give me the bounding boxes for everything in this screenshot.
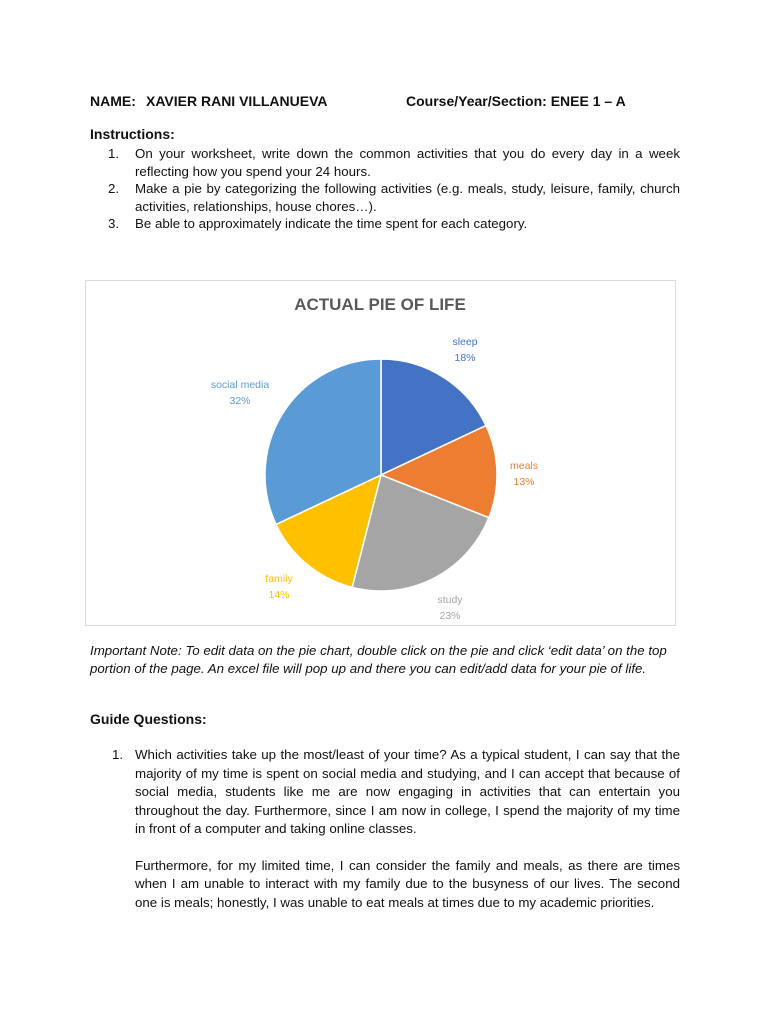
instructions-list <box>108 145 680 233</box>
slice-label: meals <box>509 460 539 472</box>
slice-label: study <box>437 594 463 606</box>
instruction-item <box>108 215 680 233</box>
guide-questions-heading: Guide Questions: <box>90 711 207 727</box>
instruction-text: Be able to approximately indicate the time spent for each category. <box>135 216 528 231</box>
answer-paragraph: Furthermore, for my limited time, I can consider the family and meals, as there are times when I am unable to interact with my family due to the busyness of our lives. The second one is meals; honestly, I was unable to eat meals at times due to my academic priorities. <box>135 857 680 910</box>
course-year-section: Course/Year/Section: ENEE 1 – A <box>406 93 626 109</box>
instruction-item <box>108 145 680 180</box>
instruction-text: On your worksheet, write down the common activities that you do every day in a week reflecting how you spend your 24 hours. <box>135 146 680 179</box>
slice-label: social media <box>210 379 270 391</box>
important-note: Important Note: To edit data on the pie chart, double click on the pie and click ‘edit data’ on the top portion of the page. An excel file will pop up and there you can edit/add data for your pie of life. <box>90 643 667 676</box>
slice-label: sleep <box>452 336 478 348</box>
instruction-number: 2. <box>108 181 120 196</box>
chart-title: ACTUAL PIE OF LIFE <box>294 295 466 314</box>
instructions-heading: Instructions: <box>90 126 175 142</box>
guide-question-item <box>112 746 680 912</box>
slice-percent: 13% <box>513 476 535 488</box>
guide-questions-list <box>112 746 680 930</box>
pie-chart[interactable] <box>85 280 676 626</box>
pie-chart-svg <box>86 281 675 625</box>
name-label: NAME: <box>90 93 136 109</box>
instruction-text: Make a pie by categorizing the following activities (e.g. meals, study, leisure, family, church activities, relationships, house chores…). <box>135 181 680 214</box>
instruction-item <box>108 180 680 215</box>
answer-paragraph: Which activities take up the most/least of your time? As a typical student, I can say that the majority of my time is spent on social media and studying, and I can accept that because of social media, students like me are now engaging in activities that can entertain you throughout the day. Furthermore, since I am now in college, I spend the majority of my time in front of a computer and taking online classes. <box>135 747 680 836</box>
instruction-number: 1. <box>108 146 120 161</box>
slice-percent: 18% <box>454 352 476 364</box>
slice-label: family <box>265 573 293 585</box>
slice-percent: 14% <box>268 589 290 601</box>
slice-percent: 32% <box>229 395 251 407</box>
student-name: XAVIER RANI VILLANUEVA <box>146 93 328 109</box>
slice-percent: 23% <box>439 610 461 622</box>
instruction-number: 3. <box>108 216 120 231</box>
guide-question-number: 1. <box>112 747 124 762</box>
pie-slices <box>265 359 497 591</box>
